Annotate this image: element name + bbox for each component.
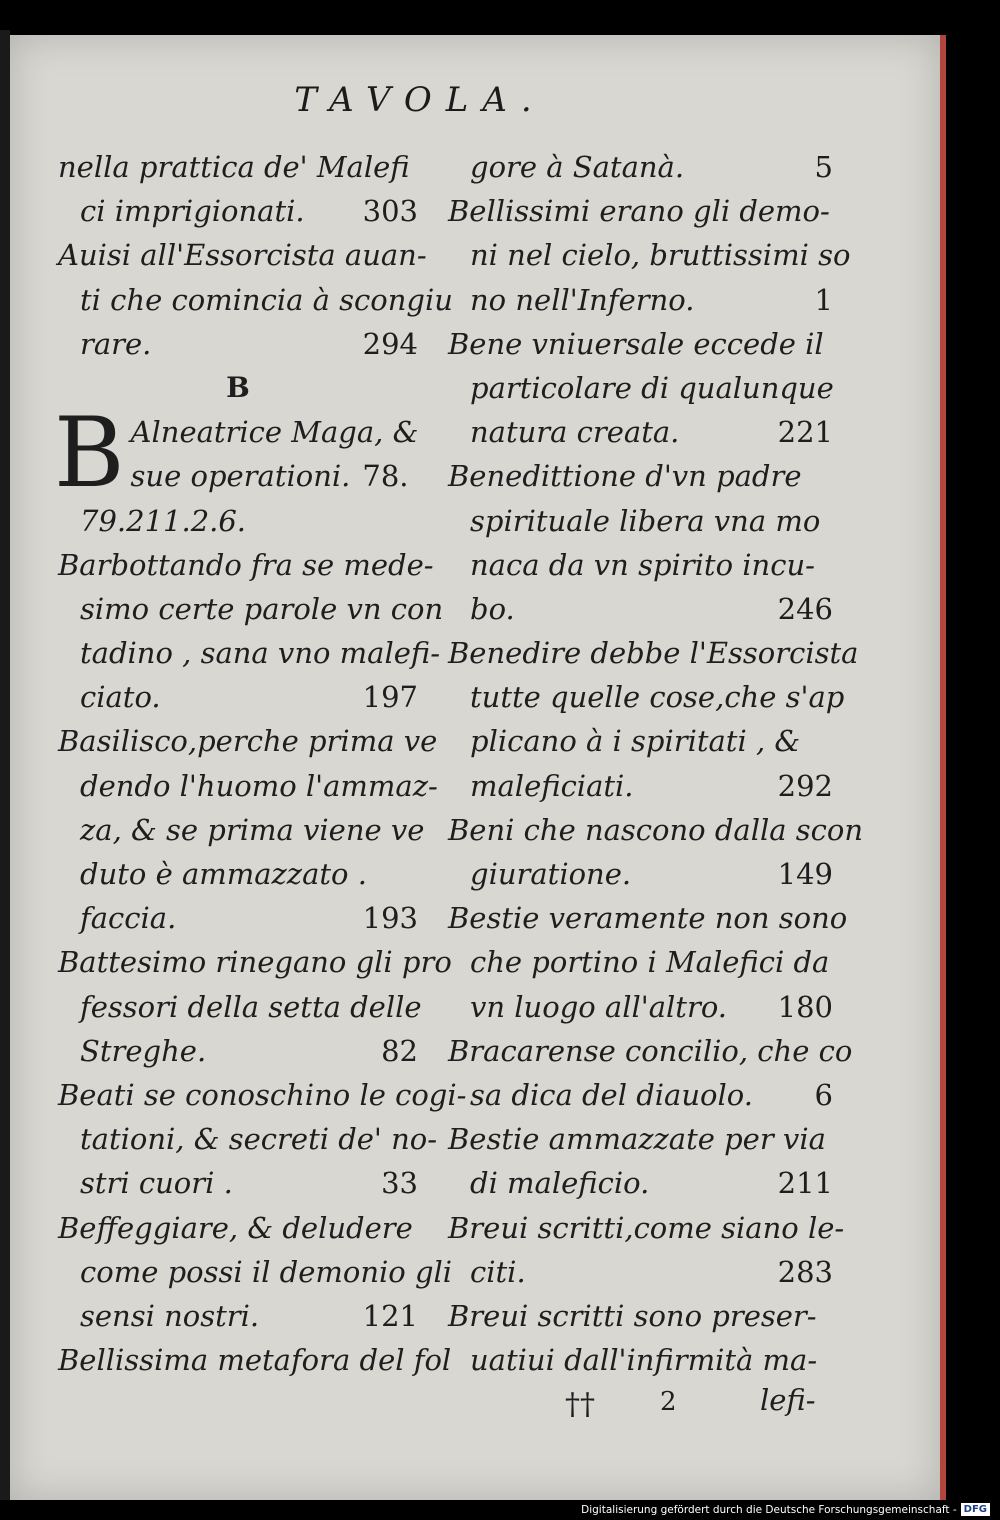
index-text: Bestie veramente non sono [448, 901, 848, 936]
index-line [448, 764, 833, 808]
index-line [448, 719, 833, 763]
index-line [58, 985, 422, 1029]
index-text: bo. [470, 591, 515, 626]
index-text: che portino i Malefici da [470, 945, 830, 980]
page-reference: 197 [362, 680, 418, 715]
index-line [58, 278, 453, 322]
index-text: fessori della setta delle [80, 989, 422, 1024]
index-text: uatiui dall'infirmità ma- [470, 1343, 818, 1378]
signature-number: 2 [660, 1387, 677, 1417]
index-line [58, 587, 444, 631]
funding-text: Digitalisierung gefördert durch die Deutsche Forschungsgemeinschaft - [581, 1503, 957, 1516]
index-line [58, 896, 418, 940]
index-line [448, 1073, 833, 1117]
index-text: Bene vniuersale eccede il [448, 326, 824, 361]
index-text: 79.211.2.6. [80, 503, 247, 538]
index-text: Breui scritti sono preser- [448, 1298, 817, 1333]
index-text: particolare di qualunque [470, 370, 834, 405]
page-reference: 5 [814, 150, 833, 184]
index-line [448, 454, 833, 498]
funding-notice [581, 1503, 990, 1516]
index-line [448, 631, 859, 675]
index-line [448, 940, 833, 984]
index-text: nella prattica de' Malefi [58, 150, 410, 184]
index-line [448, 499, 833, 543]
dropcap-letter: B [54, 397, 125, 510]
index-text: tutte quelle cose,che s'ap [470, 680, 845, 715]
index-line [448, 1250, 833, 1294]
catchword: lefi- [760, 1383, 816, 1417]
index-text: ti che comincia à scongiu [80, 282, 453, 317]
page-reference: 82 [381, 1033, 418, 1068]
page-reference: 6 [814, 1077, 833, 1112]
index-text: ci imprigionati. [80, 194, 305, 229]
index-line [58, 719, 438, 763]
index-line [448, 1206, 845, 1250]
index-text: Benedire debbe l'Essorcista [448, 636, 859, 671]
index-text: Alneatrice Maga, & [130, 415, 419, 450]
index-text: no nell'Inferno. [470, 282, 695, 317]
index-text: simo certe parole vn con [80, 591, 444, 626]
index-text: sensi nostri. [80, 1298, 260, 1333]
page-reference: 211 [777, 1166, 833, 1201]
index-line [448, 852, 833, 896]
page-reference: 78. [362, 459, 409, 494]
index-text: Beati se conoschino le cogi- [58, 1077, 467, 1112]
index-text: Beffeggiare, & deludere [58, 1210, 413, 1245]
index-line [58, 808, 425, 852]
index-text: Bestie ammazzate per via [448, 1122, 826, 1157]
page-reference: 1 [814, 282, 833, 317]
index-line [58, 940, 452, 984]
index-text: tationi, & secreti de' no- [80, 1122, 438, 1157]
index-line [448, 543, 833, 587]
page-reference: 246 [777, 591, 833, 626]
index-line [448, 1117, 833, 1161]
page-reference: 283 [777, 1254, 833, 1289]
index-text: giuratione. [470, 857, 632, 891]
index-text: faccia. [80, 901, 177, 936]
index-line [58, 764, 438, 808]
page-reference: 294 [362, 326, 418, 361]
index-line [58, 1117, 438, 1161]
index-text: natura creata. [470, 415, 680, 450]
index-line [448, 1161, 833, 1205]
index-line [58, 322, 418, 366]
index-line [448, 587, 833, 631]
index-text: rare. [80, 326, 152, 361]
signature-mark: †† [565, 1387, 595, 1422]
index-text: Bellissima metafora del fol [58, 1343, 452, 1378]
page-reference: 193 [362, 901, 418, 936]
index-text: duto è ammazzato . [80, 857, 367, 891]
index-line [448, 278, 833, 322]
page-reference: 33 [381, 1166, 418, 1201]
index-line [58, 454, 418, 498]
right-column [448, 145, 864, 1382]
index-line [448, 410, 833, 454]
index-line [58, 1250, 453, 1294]
index-line [448, 145, 833, 189]
index-text: Benedittione d'vn padre [448, 459, 802, 494]
index-line [58, 145, 418, 189]
book-page [10, 35, 946, 1500]
index-line [448, 366, 833, 410]
index-text: Beni che nascono dalla scon [448, 812, 864, 847]
page-reference: 180 [777, 989, 833, 1024]
index-text: Bellissimi erano gli demo- [448, 194, 830, 229]
index-line [58, 631, 441, 675]
index-text: gore à Satanà. [470, 150, 685, 184]
index-line [58, 233, 427, 277]
index-text: tadino , sana vno malefi- [80, 636, 441, 671]
index-text: ciato. [80, 680, 161, 715]
index-line [58, 543, 434, 587]
index-line [58, 1029, 418, 1073]
index-line [448, 896, 848, 940]
index-text: plicano à i spiritati , & [470, 724, 801, 759]
left-column [54, 145, 467, 1382]
dfg-logo: DFG [961, 1503, 990, 1516]
index-text: sue operationi. [130, 459, 351, 494]
index-line [58, 1206, 418, 1250]
index-line [448, 322, 833, 366]
page-reference: 221 [777, 415, 833, 450]
index-text: Auisi all'Essorcista auan- [58, 238, 427, 273]
index-line [448, 675, 845, 719]
index-line [448, 808, 864, 852]
index-line [58, 675, 418, 719]
index-text: Battesimo rinegano gli pro [58, 945, 452, 980]
index-line [58, 189, 418, 233]
index-line [58, 1294, 418, 1338]
index-line [448, 1029, 853, 1073]
index-text: ni nel cielo, bruttissimi so [470, 238, 851, 273]
running-header: TAVOLA. [294, 80, 546, 120]
index-text: za, & se prima viene ve [80, 812, 425, 847]
dropcap-entry [54, 397, 419, 510]
index-text: Breui scritti,come siano le- [448, 1210, 845, 1245]
page-reference: 121 [362, 1298, 418, 1333]
index-text: vn luogo all'altro. [470, 989, 727, 1024]
index-line [58, 1073, 467, 1117]
section-letter: B [226, 370, 250, 404]
index-text: Barbottando fra se mede- [58, 547, 434, 582]
index-line [448, 1294, 833, 1338]
index-text: naca da vn spirito incu- [470, 547, 815, 582]
index-text: stri cuori . [80, 1166, 233, 1201]
index-line [58, 852, 418, 896]
page-edge [0, 30, 10, 1500]
index-line [448, 233, 851, 277]
index-text: Streghe. [80, 1033, 207, 1068]
page-reference: 149 [777, 857, 833, 891]
index-line [448, 189, 833, 233]
page-reference: 292 [777, 768, 833, 803]
index-text: citi. [470, 1254, 526, 1289]
index-text: Basilisco,perche prima ve [58, 724, 438, 759]
index-line [448, 1338, 833, 1382]
index-text: dendo l'huomo l'ammaz- [80, 768, 438, 803]
index-text: come possi il demonio gli [80, 1254, 453, 1289]
index-line [58, 410, 418, 454]
index-line [58, 1338, 452, 1382]
index-line [58, 1161, 418, 1205]
page-reference: 303 [362, 194, 418, 229]
index-text: maleficiati. [470, 768, 634, 803]
index-text: di maleficio. [470, 1166, 650, 1201]
index-line [448, 985, 833, 1029]
index-text: Bracarense concilio, che co [448, 1033, 853, 1068]
index-text: sa dica del diauolo. [470, 1077, 753, 1112]
index-text: spirituale libera vna mo [470, 503, 821, 538]
index-line [58, 499, 418, 543]
